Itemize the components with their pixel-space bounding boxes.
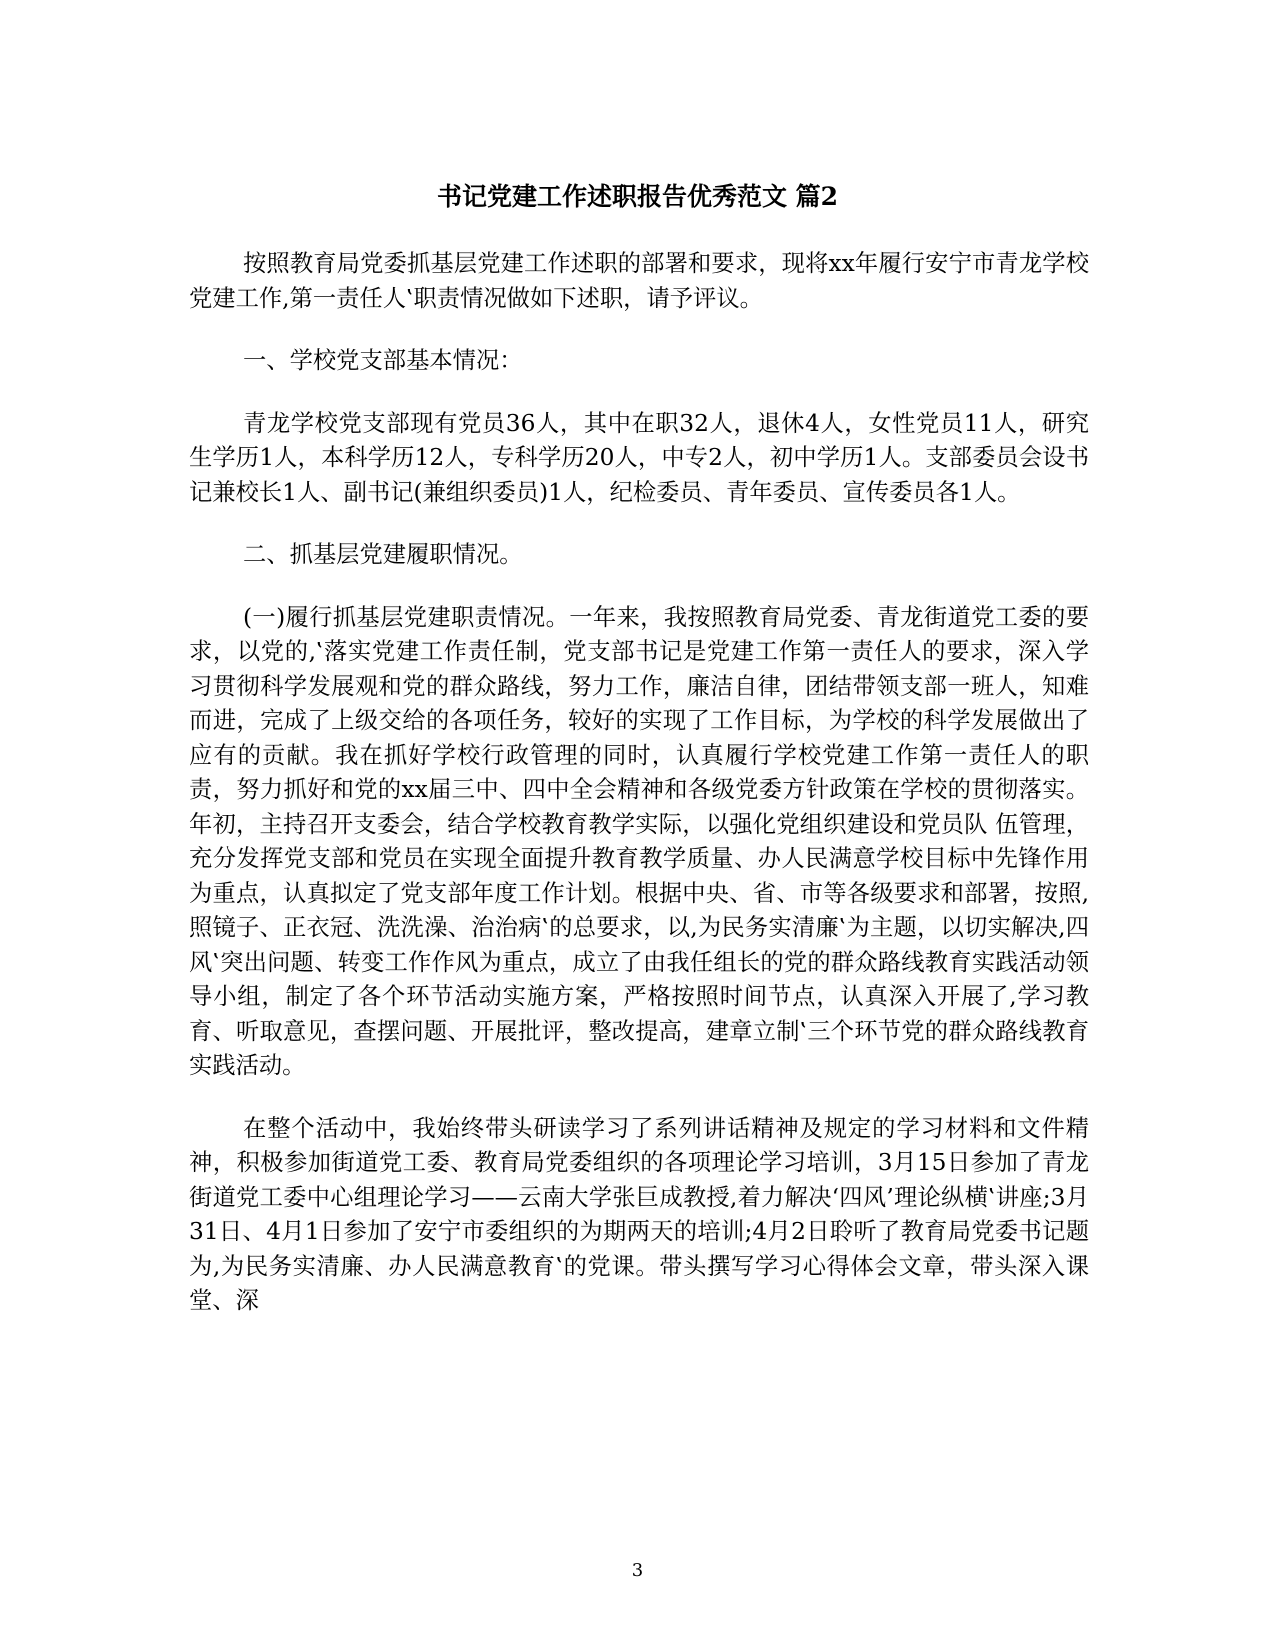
page-number: 3 xyxy=(631,1560,644,1581)
paragraph-intro: 按照教育局党委抓基层党建工作述职的部署和要求，现将xx年履行安宁市青龙学校党建工作,第一责任人‛职责情况做如下述职，请予评议。 xyxy=(189,250,1089,312)
document-title: 书记党建工作述职报告优秀范文 篇2 xyxy=(436,182,839,211)
section-heading-basic-info: 一、学校党支部基本情况： xyxy=(243,347,523,374)
document-body xyxy=(189,247,1089,1347)
section-heading-duty-performance: 二、抓基层党建履职情况。 xyxy=(243,541,523,568)
paragraph-duty-details: (一)履行抓基层党建职责情况。一年来，我按照教育局党委、青龙街道党工委的要求，以党的,‛落实党建工作责任制，党支部书记是党建工作第一责任人的要求，深入学习贯彻科学发展观和党的群众路线，努力工作，廉洁自律，团结带领支部一班人，知难而进，完成了上级交给的各项任务，较好的实现了工作目标，为学校的科学发展做出了应有的贡献。我在抓好学校行政管理的同时，认真履行学校党建工作第一责任人的职责，努力抓好和党的xx届三中、四中全会精神和各级党委方针政策在学校的贯彻落实。年初，主持召开支委会，结合学校教育教学实际，以强化党组织建设和党员队 伍管理，充分发挥党支部和党员在实现全面提升教育教学质量、办人民满意学校目标中先锋作用为重点，认真拟定了党支部年度工作计划。根据中央、省、市等各级要求和部署，按照,照镜子、正衣冠、洗洗澡、治治病‛的总要求，以,为民务实清廉‛为主题，以切实解决,四风‛突出问题、转变工作作风为重点，成立了由我任组长的党的群众路线教育实践活动领导小组，制定了各个环节活动实施方案，严格按照时间节点，认真深入开展了,学习教育、听取意见，查摆问题、开展批评，整改提高，建章立制‛三个环节党的群众路线教育实践活动。 xyxy=(189,603,1089,1079)
paragraph-branch-members: 青龙学校党支部现有党员36人，其中在职32人，退休4人，女性党员11人，研究生学历1人，本科学历12人，专科学历20人，中专2人，初中学历1人。支部委员会设书记兼校长1人、副书记(兼组织委员)1人，纪检委员、青年委员、宣传委员各1人。 xyxy=(189,409,1089,506)
paragraph-activities: 在整个活动中，我始终带头研读学习了系列讲话精神及规定的学习材料和文件精神，积极参加街道党工委、教育局党委组织的各项理论学习培训，3月15日参加了青龙街道党工委中心组理论学习——云南大学张巨成教授,着力解决‘四风’理论纵横‛讲座;3月31日、4月1日参加了安宁市委组织的为期两天的培训;4月2日聆听了教育局党委书记题为,为民务实清廉、办人民满意教育‛的党课。带头撰写学习心得体会文章，带头深入课堂、深 xyxy=(189,1114,1089,1314)
